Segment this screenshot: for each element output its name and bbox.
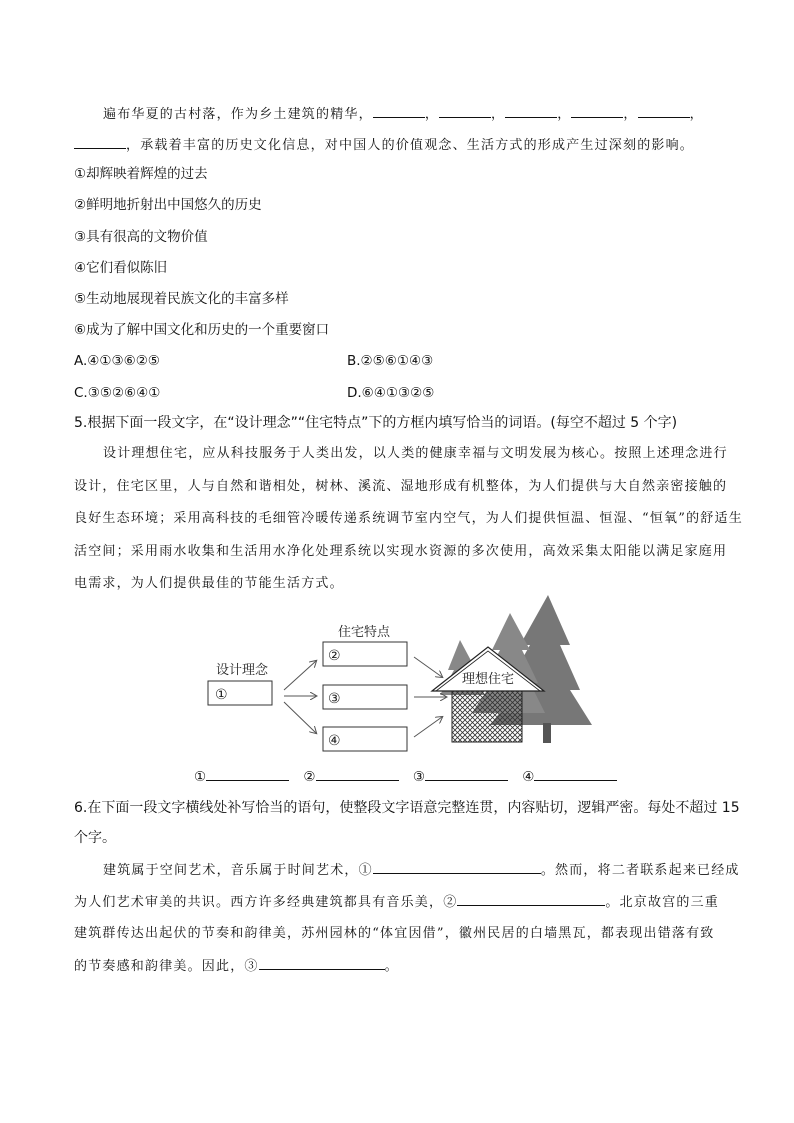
house-feature-label: 住宅特点 xyxy=(338,625,391,640)
q4-option-d[interactable]: D.⑥④①③②⑤ xyxy=(347,385,435,401)
answer-blank[interactable] xyxy=(373,861,541,874)
q5-passage-line: 设计，住宅区里，人与自然和谐相处，树林、溪流、湿地形成有机整体，为人们提供与大自然亲密接触的 xyxy=(74,479,728,494)
q6-passage-line-1: 建筑属于空间艺术，音乐属于时间艺术，① 。然而，将二者联系起来已经成 xyxy=(103,863,740,878)
q6-stem-line-1: 6.在下面一段文字横线处补写恰当的语句，使整段文字语意完整连贯，内容贴切，逻辑严密。每处不超过 15 xyxy=(74,800,740,816)
q4-stem-text: 遍布华夏的古村落，作为乡土建筑的精华， xyxy=(103,107,373,122)
answer-blank[interactable] xyxy=(373,105,425,118)
answer-blank[interactable] xyxy=(439,105,491,118)
q4-option-c[interactable]: C.③⑤②⑥④① xyxy=(74,385,161,401)
q5-passage-line: 设计理想住宅，应从科技服务于人类出发，以人类的健康幸福与文明发展为核心。按照上述理念进行 xyxy=(103,446,728,461)
q5-answer-row: ① ② ③ ④ xyxy=(194,768,617,786)
ideal-house-diagram xyxy=(200,595,600,755)
answer-blank[interactable] xyxy=(457,893,605,906)
q4-option-a[interactable]: A.④①③⑥②⑤ xyxy=(74,353,160,369)
q5-stem: 5.根据下面一段文字，在“设计理念”“住宅特点”下的方框内填写恰当的词语。(每空不超过 5 个字) xyxy=(74,415,678,431)
q5-passage-line: 良好生态环境；采用高科技的毛细管冷暖传递系统调节室内空气，为人们提供恒温、恒湿、“恒氧”的舒适生 xyxy=(74,511,743,526)
answer-blank[interactable] xyxy=(638,105,690,118)
q4-item: ④它们看似陈旧 xyxy=(74,260,168,276)
svg-text:③: ③ xyxy=(328,691,341,707)
q6-stem-line-2: 个字。 xyxy=(74,830,116,846)
answer-blank[interactable] xyxy=(425,768,508,781)
svg-text:②: ② xyxy=(328,648,341,664)
svg-text:④: ④ xyxy=(328,733,341,749)
q4-item: ⑤生动地展现着民族文化的丰富多样 xyxy=(74,291,289,307)
answer-blank[interactable] xyxy=(74,136,126,149)
answer-blank[interactable] xyxy=(316,768,399,781)
q4-stem-line-2: ，承载着丰富的历史文化信息，对中国人的价值观念、生活方式的形成产生过深刻的影响。 xyxy=(74,136,694,155)
q4-item: ②鲜明地折射出中国悠久的历史 xyxy=(74,197,262,213)
house-label: 理想住宅 xyxy=(461,672,515,687)
q4-item: ⑥成为了解中国文化和历史的一个重要窗口 xyxy=(74,322,330,338)
design-concept-label: 设计理念 xyxy=(216,663,269,678)
q6-passage-line-4: 的节奏感和韵律美。因此，③ 。 xyxy=(74,959,399,974)
q4-item: ③具有很高的文物价值 xyxy=(74,229,208,245)
q6-passage-line-2: 为人们艺术审美的共识。西方许多经典建筑都具有音乐美，② 。北京故宫的三重 xyxy=(74,895,720,910)
q5-passage-line: 活空间；采用雨水收集和生活用水净化处理系统以实现水资源的多次使用，高效采集太阳能以满足家庭用 xyxy=(74,544,728,559)
q4-stem-line-1: 遍布华夏的古村落，作为乡土建筑的精华， ， ， ， ， ， xyxy=(103,107,704,122)
q4-option-b[interactable]: B.②⑤⑥①④③ xyxy=(347,353,434,369)
q6-passage-line-3: 建筑群传达出起伏的节奏和韵律美，苏州园林的“体宜因借”，徽州民居的白墙黑瓦，都表现出错落有致 xyxy=(74,926,715,941)
answer-blank[interactable] xyxy=(206,768,289,781)
answer-blank[interactable] xyxy=(505,105,557,118)
svg-text:①: ① xyxy=(215,687,228,703)
q5-passage-line: 电需求，为人们提供最佳的节能生活方式。 xyxy=(74,576,344,591)
answer-blank[interactable] xyxy=(571,105,623,118)
answer-blank[interactable] xyxy=(534,768,617,781)
answer-blank[interactable] xyxy=(259,957,385,970)
q4-item: ①却辉映着辉煌的过去 xyxy=(74,166,208,182)
